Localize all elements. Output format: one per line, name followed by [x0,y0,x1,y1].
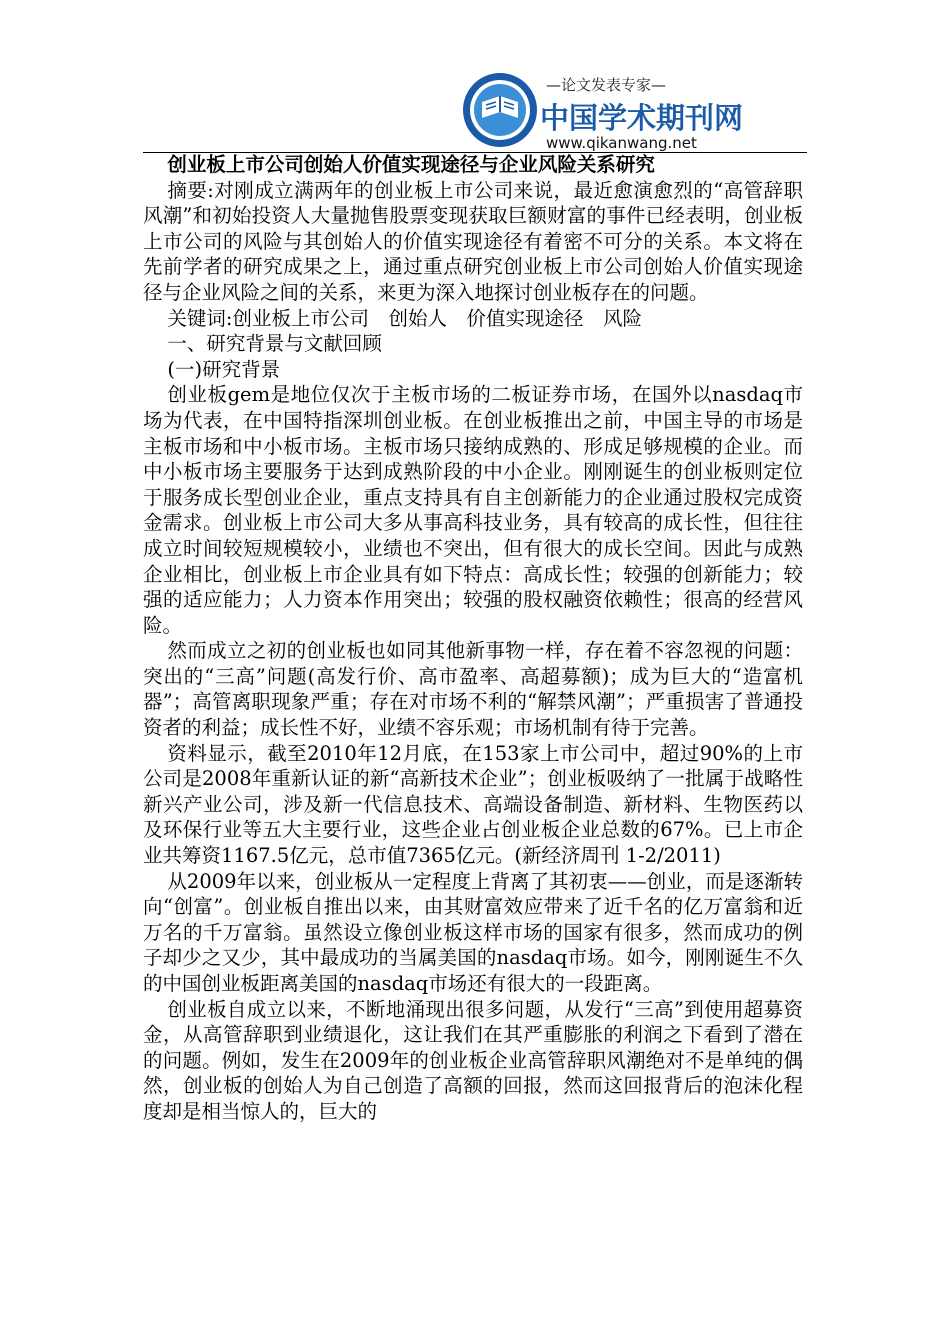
paragraph: 创业板gem是地位仅次于主板市场的二板证券市场，在国外以nasdaq市场为代表，在中国特指深圳创业板。在创业板推出之前，中国主导的市场是主板市场和中小板市场。主板市场只接纳成熟的、形成足够规模的企业。而中小板市场主要服务于达到成熟阶段的中小企业。刚刚诞生的创业板则定位于服务成长型创业企业，重点支持具有自主创新能力的企业通过股权完成资金需求。创业板上市公司大多从事高科技业务，具有较高的成长性，但往往成立时间较短规模较小，业绩也不突出，但有很大的成长空间。因此与成熟企业相比，创业板上市企业具有如下特点：高成长性；较强的创新能力；较强的适应能力；人力资本作用突出；较强的股权融资依赖性；很高的经营风险。 [143,383,803,637]
paragraph: 然而成立之初的创业板也如同其他新事物一样，存在着不容忽视的问题：突出的“三高”问题(高发行价、高市盈率、高超募额)；成为巨大的“造富机器”；高管离职现象严重；存在对市场不利的“解禁风潮”；严重损害了普通投资者的利益；成长性不好，业绩不容乐观；市场机制有待于完善。 [143,639,803,740]
paragraph: 资料显示，截至2010年12月底，在153家上市公司中，超过90%的上市公司是2008年重新认证的新“高新技术企业”；创业板吸纳了一批属于战略性新兴产业公司，涉及新一代信息技术、高端设备制造、新材料、生物医药以及环保行业等五大主要行业，这些企业占创业板企业总数的67%。已上市企业共筹资1167.5亿元，总市值7365亿元。(新经济周刊 1-2/2011) [143,741,803,868]
article-title: 创业板上市公司创始人价值实现途径与企业风险关系研究 [167,153,655,176]
paragraph: 从2009年以来，创业板从一定程度上背离了其初衷——创业，而是逐渐转向“创富”。创业板自推出以来，由其财富效应带来了近千名的亿万富翁和近万名的千万富翁。虽然设立像创业板这样市场的国家有很多，然而成功的例子却少之又少，其中最成功的当属美国的nasdaq市场。如今，刚刚诞生不久的中国创业板距离美国的nasdaq市场还有很大的一段距离。 [143,869,803,995]
section-heading: 一、研究背景与文献回顾 [167,332,382,356]
subsection-heading: (一)研究背景 [167,357,281,381]
paragraph: 创业板自成立以来，不断地涌现出很多问题，从发行“三高”到使用超募资金，从高管辞职到业绩退化，这让我们在其严重膨胀的利润之下看到了潜在的问题。例如，发生在2009年的创业板企业高管辞职风潮绝对不是单纯的偶然，创业板的创始人为自己创造了高额的回报，然而这回报背后的泡沫化程度却是相当惊人的，巨大的 [143,997,803,1123]
keywords: 关键词:创业板上市公司 创始人 价值实现途径 风险 [167,306,642,330]
article-body [143,152,803,1125]
journal-seal-icon [462,72,538,148]
publisher-logo [462,68,744,156]
logo-slogan: —论文发表专家— [546,76,667,94]
logo-name: 中国学术期刊网 [540,101,744,135]
logo-url: www.qikanwang.net [546,134,697,152]
abstract: 摘要:对刚成立满两年的创业板上市公司来说，最近愈演愈烈的“高管辞职风潮”和初始投资人大量抛售股票变现获取巨额财富的事件已经表明，创业板上市公司的风险与其创始人的价值实现途径有着密不可分的关系。本文将在先前学者的研究成果之上，通过重点研究创业板上市公司创始人价值实现途径与企业风险之间的关系，来更为深入地探讨创业板存在的问题。 [143,178,803,304]
